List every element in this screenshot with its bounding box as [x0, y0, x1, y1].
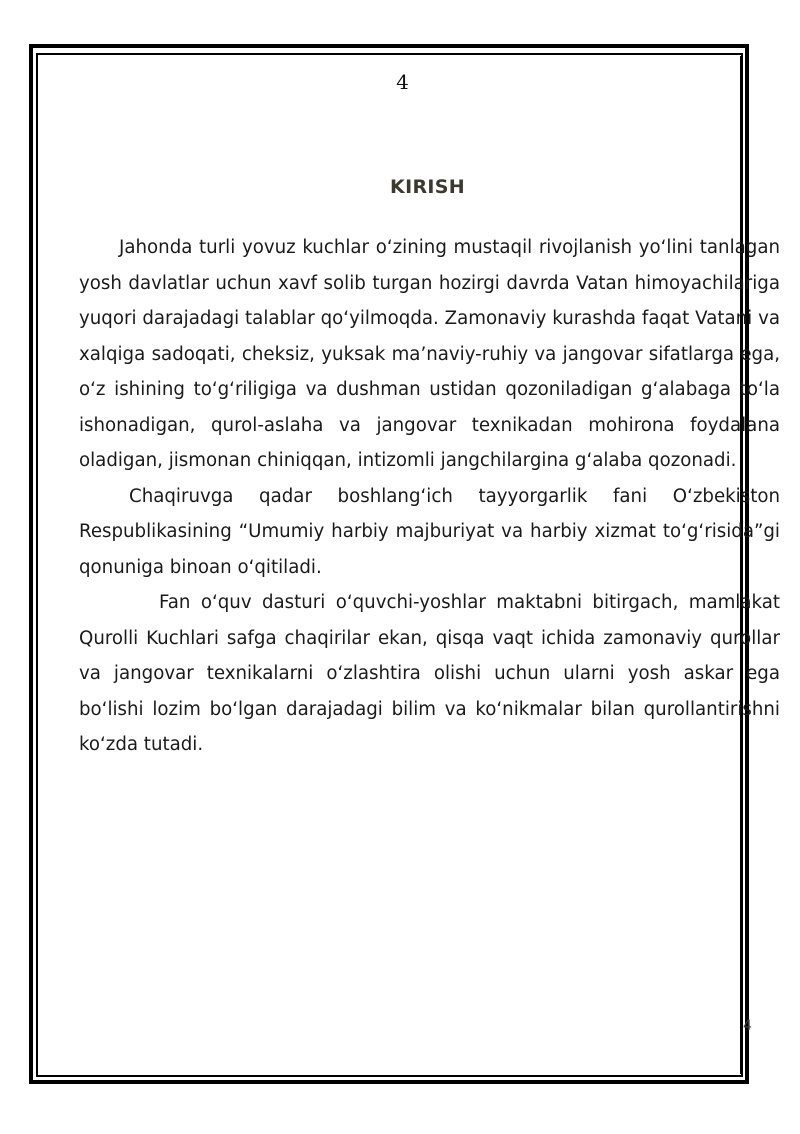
paragraph-1: Jahonda turli yovuz kuchlar o‘zining mustaqil rivojlanish yo‘lini tanlagan yosh davlatlar uchun xavf solib turgan hozirgi davrda Vatan himoyachilariga yuqori darajadagi talablar qo‘yilmoqda. Zamonaviy kurashda faqat Vatani va xalqiga sadoqati, cheksiz, yuksak ma’naviy-ruhiy va jangovar sifatlarga ega, o‘z ishining to‘g‘riligiga va dushman ustidan qozoniladigan g‘alabaga to‘la ishonadigan, qurol-aslaha va jangovar texnikadan mohirona foydalana oladigan, jismonan chiniqqan, intizomli jangchilargina g‘alaba qozonadi.	[79, 237, 780, 471]
page-title: KIRISH	[390, 176, 465, 198]
body-text	[79, 230, 780, 763]
corner-page-mark: 4	[743, 1018, 752, 1034]
paragraph-3: Fan o‘quv dasturi o‘quvchi-yoshlar maktabni bitirgach, mamlakat Qurolli Kuchlari safga chaqirilar ekan, qisqa vaqt ichida zamonaviy qurollar va jangovar texnikalarni o‘zlashtira olishi uchun ularni yosh askar ega bo‘lishi lozim bo‘lgan darajadagi bilim va ko‘nikmalar bilan qurollantirishni ko‘zda tutadi.	[79, 592, 780, 755]
page-number: 4	[396, 70, 409, 94]
paragraph-2: Chaqiruvga qadar boshlang‘ich tayyorgarlik fani O‘zbekiston Respublikasining “Umumiy harbiy majburiyat va harbiy xizmat to‘g‘risida”gi qonuniga binoan o‘qitiladi.	[79, 485, 780, 578]
